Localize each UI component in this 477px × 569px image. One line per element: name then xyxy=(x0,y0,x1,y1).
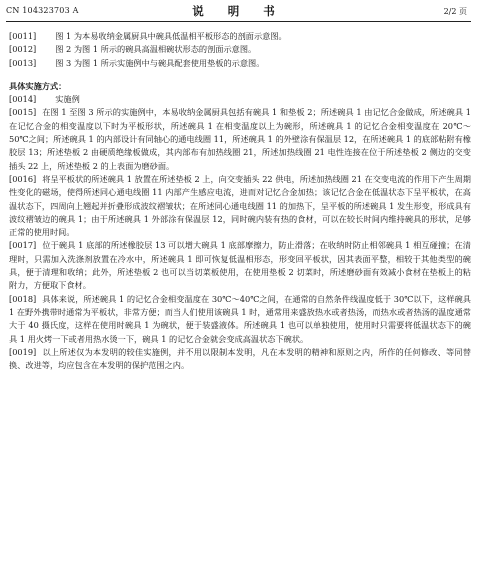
document-body xyxy=(9,30,471,372)
paragraph-0011 xyxy=(9,30,471,43)
page-number: 2/2 页 xyxy=(443,7,467,16)
paragraph-text: 位于碗具 1 底部的所述橡胶层 13 可以增大碗具 1 底部摩擦力，防止滑落；在收纳时防止相邻碗具 1 相互碰撞；在清理时，只需加入洗涤剂放置在冷水中，所述碗具 1 即可恢复低温相形态，形变回平板状，因其表面平整，相较于其他类型的碗具，便于清理和收纳；此外，所述垫板 2 也可以当切菜板使用，在使用垫板 2 切菜时，所述磨砂面有效减小食材在垫板上的粘附力，方便取下食材。 xyxy=(9,240,471,291)
paragraph-tag: [0014] xyxy=(9,94,37,105)
paragraph-text: 实施例 xyxy=(55,94,80,105)
patent-number: CN 104323703 A xyxy=(6,6,79,15)
paragraph-tag: [0011] xyxy=(9,31,37,41)
paragraph-0012 xyxy=(9,43,471,56)
spacer xyxy=(9,70,471,80)
paragraph-text: 图 1 为本易收纳金属厨具中碗具低温相平板形态的剖面示意图。 xyxy=(55,31,287,41)
paragraph-text: 在图 1 至图 3 所示的实施例中，本易收纳金属厨具包括有碗具 1 和垫板 2；所述碗具 1 由记忆合金做成，所述碗具 1 在记忆合金的相变温度以下时为平板形状，所述碗具 1 在相变温度以上为碗形，所述碗具 1 的记忆合金相变温度在 20℃～50℃之间；所述碗具 1 的内部设计有同轴心的通电线圈 11，所述碗具 1 的外壁涂有保温层 12，在所述碗具 1 的底部粘附有橡胶层 13；所述垫板 2 由硬质绝缘板做成，其内部布有加热线圈 21，所述加热线圈 21 电性连接在位于所述垫板 2 侧边的交变插头 22 上，所述垫板 2 的上表面为磨砂面。 xyxy=(9,107,471,171)
paragraph-0016 xyxy=(9,173,471,239)
section-heading: 具体实施方式： xyxy=(9,80,67,91)
paragraph-tag: [0017] xyxy=(9,240,37,251)
document-type-title: 说 明 书 xyxy=(192,4,285,18)
paragraph-text: 图 2 为图 1 所示的碗具高温相碗状形态的剖面示意图。 xyxy=(55,44,257,55)
header-divider xyxy=(6,21,471,22)
paragraph-text: 以上所述仅为本发明的较佳实施例，并不用以限制本发明，凡在本发明的精神和原则之内，所作的任何修改、等同替换、改进等，均应包含在本发明的保护范围之内。 xyxy=(9,346,471,371)
paragraph-0019 xyxy=(9,346,471,373)
paragraph-0017 xyxy=(9,239,471,292)
paragraph-text: 具体来说，所述碗具 1 的记忆合金相变温度在 30℃～40℃之间，在通常的自然条件线温度低于 30℃以下，这样碗具 1 在野外携带时通常为平板状，非常方便；而当人们使用该碗具 1 时，通常用来盛放热水或者热汤，而热水或者热汤的温度通常大于 40 摄氏度，这样在使用时碗具 1 为碗状，便于装盛液体。所述碗具 1 也可以单独使用，使用时只需要将低温状态下的碗具 1 用火烤一下或者用热水烫一下，碗具 1 的记忆合金就会变成高温状态下碗状。 xyxy=(9,293,471,344)
paragraph-0013 xyxy=(9,57,471,70)
paragraph-tag: [0013] xyxy=(9,57,37,68)
paragraph-text: 将呈平板状的所述碗具 1 放置在所述垫板 2 上，向交变插头 22 供电，所述加热线圈 21 在交变电流的作用下产生周期性变化的磁场，使得所述同心通电线圈 11 内部产生感应电流，进而对记忆合金加热；该记忆合金在低温状态下呈平板状，在高温状态下，四周向上翘起并折叠形成波纹褶皱状；在所述同心通电线圈 11 的加热下，呈平板的所述碗具 1 发生形变，形成具有波纹褶皱边的碗具 1；由于所述碗具 1 外部涂有保温层 12，同时碗内装有热的食材，可以在较长时间内维持碗具的形状，足够正常的使用时间。 xyxy=(9,173,471,238)
paragraph-tag: [0018] xyxy=(9,293,37,304)
paragraph-text: 图 3 为图 1 所示实施例中与碗具配套使用垫板的示意图。 xyxy=(55,57,265,68)
paragraph-0014 xyxy=(9,93,471,106)
paragraph-tag: [0016] xyxy=(9,173,37,184)
paragraph-0015 xyxy=(9,106,471,172)
paragraph-0018 xyxy=(9,293,471,346)
paragraph-tag: [0019] xyxy=(9,346,37,357)
page-header xyxy=(0,0,477,22)
paragraph-tag: [0015] xyxy=(9,107,37,118)
paragraph-tag: [0012] xyxy=(9,44,37,55)
